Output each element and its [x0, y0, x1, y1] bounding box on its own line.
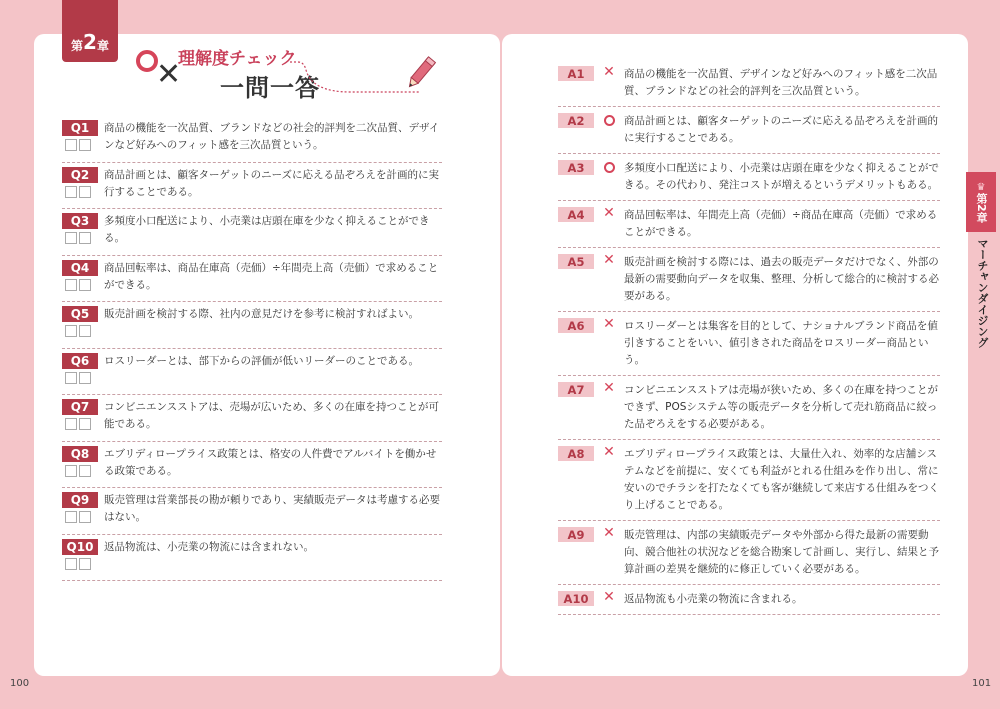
answer-text: 商品の機能を一次品質、デザインなど好みへのフィット感を二次品質、ブランドなどの社会的評判を三次品質という。 [624, 68, 938, 97]
side-tab-suffix: 章 [975, 211, 988, 223]
checkbox-icon[interactable] [79, 372, 91, 384]
side-tab-prefix: 第 [975, 192, 988, 204]
question-text: 多頻度小口配送により、小売業は店頭在庫を少なく抑えることができる。 [104, 215, 430, 244]
checkbox-icon[interactable] [65, 511, 77, 523]
checkbox-icon[interactable] [79, 232, 91, 244]
question-row [62, 116, 442, 163]
question-label: Q9 [62, 492, 98, 508]
title-sub: 理解度チェック [178, 49, 297, 69]
question-row [62, 302, 442, 349]
answer-row [558, 376, 940, 440]
check-boxes [65, 186, 91, 198]
side-title: マーチャンダイジング [976, 238, 989, 348]
check-boxes [65, 418, 91, 430]
incorrect-x-icon: ✕ [603, 316, 615, 332]
x-mark-icon: ✕ [156, 57, 182, 92]
pencil-icon [406, 50, 442, 90]
checkbox-icon[interactable] [79, 139, 91, 151]
checkbox-icon[interactable] [65, 558, 77, 570]
question-text: ロスリーダーとは、部下からの評価が低いリーダーのことである。 [104, 354, 419, 367]
checkbox-icon[interactable] [65, 325, 77, 337]
checkbox-icon[interactable] [65, 372, 77, 384]
side-chapter-tab [966, 172, 996, 232]
incorrect-x-icon: ✕ [603, 380, 615, 396]
answer-row [558, 60, 940, 107]
question-label: Q1 [62, 120, 98, 136]
check-boxes [65, 279, 91, 291]
question-text: 商品の機能を一次品質、ブランドなどの社会的評判を二次品質、デザインなど好みへのフィット感を三次品質という。 [104, 122, 440, 151]
question-label: Q8 [62, 446, 98, 462]
question-text: 販売管理は営業部長の勘が頼りであり、実績販売データは考慮する必要はない。 [104, 494, 440, 523]
question-label: Q10 [62, 539, 98, 555]
answer-text: 販売管理は、内部の実績販売データや外部から得た最新の需要動向、競合他社の状況などを総合勘案して計画し、実行し、結果と予算計画の差異を継続的に修正していく必要がある。 [624, 529, 939, 575]
answer-text: 多頻度小口配送により、小売業は店頭在庫を少なく抑えることができる。その代わり、発注コストが増えるというデメリットもある。 [624, 162, 939, 191]
answer-label: A5 [558, 254, 594, 269]
answer-text: エブリディロープライス政策とは、大量仕入れ、効率的な店舗システムなどを前提に、安くても利益がとれる仕組みを作り出し、常に安いのでチラシを打たなくても客が継続して来店する仕組みをつくり上げることである。 [624, 448, 939, 511]
checkbox-icon[interactable] [79, 279, 91, 291]
checkbox-icon[interactable] [79, 511, 91, 523]
answer-row [558, 248, 940, 312]
question-row [62, 535, 442, 582]
question-label: Q5 [62, 306, 98, 322]
check-boxes [65, 232, 91, 244]
checkbox-icon[interactable] [65, 139, 77, 151]
chapter-number: 2 [83, 30, 97, 54]
answer-label: A6 [558, 318, 594, 333]
answer-row [558, 107, 940, 154]
question-label: Q7 [62, 399, 98, 415]
checkbox-icon[interactable] [65, 465, 77, 477]
question-label: Q3 [62, 213, 98, 229]
answer-row [558, 440, 940, 521]
page-number-right: 101 [972, 678, 992, 689]
answer-label: A4 [558, 207, 594, 222]
question-row [62, 488, 442, 535]
checkbox-icon[interactable] [79, 558, 91, 570]
page-number-left: 100 [10, 678, 30, 689]
answer-row [558, 312, 940, 376]
checkbox-icon[interactable] [65, 232, 77, 244]
title-area [130, 40, 450, 110]
answer-text: 商品回転率は、年間売上高（売価）÷商品在庫高（売価）で求めることができる。 [624, 209, 938, 238]
question-row [62, 349, 442, 396]
answer-text: コンビニエンスストアは売場が狭いため、多くの在庫を持つことができず、POSシステム等の販売データを分析して売れ筋商品に絞った品ぞろえをする必要がある。 [624, 384, 938, 430]
question-row [62, 163, 442, 210]
checkbox-icon[interactable] [65, 279, 77, 291]
answer-label: A7 [558, 382, 594, 397]
answer-label: A3 [558, 160, 594, 175]
checkbox-icon[interactable] [79, 418, 91, 430]
answer-row [558, 585, 940, 615]
chapter-tab [62, 0, 118, 62]
checkbox-icon[interactable] [65, 186, 77, 198]
check-boxes [65, 372, 91, 384]
correct-circle-icon [604, 162, 615, 173]
question-label: Q6 [62, 353, 98, 369]
question-list [62, 116, 442, 581]
question-text: 商品計画とは、顧客ターゲットのニーズに応える品ぞろえを計画的に実行することである。 [104, 168, 440, 198]
check-boxes [65, 511, 91, 523]
question-text: コンビニエンスストアは、売場が広いため、多くの在庫を持つことが可能である。 [104, 401, 439, 430]
incorrect-x-icon: ✕ [603, 444, 615, 460]
question-label: Q2 [62, 167, 98, 183]
dotted-underline-icon [290, 56, 420, 96]
crown-icon: ♛ [976, 181, 986, 193]
answer-text: 販売計画を検討する際には、過去の販売データだけでなく、外部の最新の需要動向データを収集、整理、分析して総合的に検討する必要がある。 [624, 256, 939, 302]
question-row [62, 209, 442, 256]
answer-text: 商品計画とは、顧客ターゲットのニーズに応える品ぞろえを計画的に実行することである。 [624, 115, 939, 144]
checkbox-icon[interactable] [79, 325, 91, 337]
answer-text: 返品物流も小売業の物流に含まれる。 [624, 593, 803, 605]
incorrect-x-icon: ✕ [603, 64, 615, 80]
checkbox-icon[interactable] [79, 186, 91, 198]
question-text: 販売計画を検討する際、社内の意見だけを参考に検討すればよい。 [104, 308, 419, 320]
answer-label: A1 [558, 66, 594, 81]
correct-circle-icon [604, 115, 615, 126]
incorrect-x-icon: ✕ [603, 589, 615, 605]
question-row [62, 256, 442, 303]
chapter-prefix: 第 [71, 39, 84, 53]
answer-row [558, 521, 940, 585]
answer-list [558, 60, 940, 615]
incorrect-x-icon: ✕ [603, 525, 615, 541]
question-text: エブリディロープライス政策とは、格安の人件費でアルバイトを働かせる政策である。 [104, 447, 437, 477]
answer-row [558, 201, 940, 248]
answer-row [558, 154, 940, 201]
check-boxes [65, 139, 91, 151]
answer-label: A10 [558, 591, 594, 606]
question-text: 返品物流は、小売業の物流には含まれない。 [104, 540, 314, 553]
answer-text: ロスリーダーとは集客を目的として、ナショナルブランド商品を値引きすることをいい、値引きされた商品をロスリーダー商品という。 [624, 320, 938, 366]
incorrect-x-icon: ✕ [603, 205, 615, 221]
answer-label: A9 [558, 527, 594, 542]
checkbox-icon[interactable] [65, 418, 77, 430]
circle-mark-icon [136, 50, 158, 72]
answer-label: A2 [558, 113, 594, 128]
incorrect-x-icon: ✕ [603, 252, 615, 268]
question-row [62, 442, 442, 489]
question-text: 商品回転率は、商品在庫高（売価）÷年間売上高（売価）で求めることができる。 [104, 261, 439, 291]
question-label: Q4 [62, 260, 98, 276]
answer-label: A8 [558, 446, 594, 461]
check-boxes [65, 465, 91, 477]
check-boxes [65, 558, 91, 570]
page-title: 一問一答 [220, 73, 320, 102]
chapter-suffix: 章 [96, 39, 109, 53]
question-row [62, 395, 442, 442]
check-boxes [65, 325, 91, 337]
side-tab-number: 2 [975, 203, 988, 212]
checkbox-icon[interactable] [79, 465, 91, 477]
